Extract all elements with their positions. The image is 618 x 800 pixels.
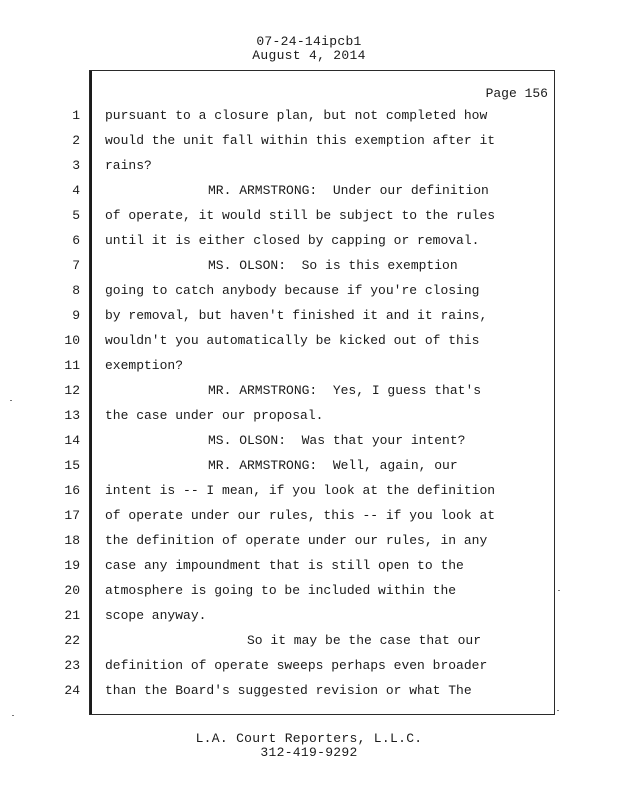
line-number: 12 [64,383,80,398]
transcript-line: MR. ARMSTRONG: Well, again, our [208,458,458,473]
line-number: 9 [72,308,80,323]
transcript-line: MR. ARMSTRONG: Yes, I guess that's [208,383,482,398]
line-number: 18 [64,533,80,548]
scan-speck [12,715,14,716]
transcript-line: atmosphere is going to be included within the [105,583,457,598]
transcript-line: of operate, it would still be subject to the rules [105,208,496,223]
margin-rule [90,71,92,714]
transcript-line: pursuant to a closure plan, but not completed how [105,108,488,123]
transcript-line: MR. ARMSTRONG: Under our definition [208,183,489,198]
line-number: 20 [64,583,80,598]
transcript-date: August 4, 2014 [252,48,366,63]
transcript-line: definition of operate sweeps perhaps even broader [105,658,488,673]
transcript-line: the case under our proposal. [105,408,324,423]
reporter-phone: 312-419-9292 [260,745,358,760]
line-number: 14 [64,433,80,448]
transcript-id: 07-24-14ipcb1 [256,34,362,49]
reporter-name: L.A. Court Reporters, L.L.C. [195,731,423,746]
line-number: 22 [64,633,80,648]
line-number: 1 [72,108,80,123]
line-number: 5 [72,208,80,223]
line-number: 10 [64,333,80,348]
transcript-line: than the Board's suggested revision or what The [105,683,472,698]
scan-speck [558,590,560,591]
line-number: 17 [64,508,80,523]
transcript-line: intent is -- I mean, if you look at the definition [105,483,496,498]
transcript-line: the definition of operate under our rules, in any [105,533,488,548]
line-number: 15 [64,458,80,473]
line-number: 2 [72,133,80,148]
line-number: 8 [72,283,80,298]
transcript-line: until it is either closed by capping or removal. [105,233,480,248]
line-number: 24 [64,683,80,698]
line-number: 19 [64,558,80,573]
line-number: 13 [64,408,80,423]
scan-speck [557,710,559,711]
scan-speck [10,400,12,401]
transcript-line: by removal, but haven't finished it and it rains, [105,308,488,323]
line-number: 11 [64,358,80,373]
line-number: 16 [64,483,80,498]
page-number: Page 156 [485,86,548,101]
transcript-line: of operate under our rules, this -- if you look at [105,508,496,523]
transcript-line: scope anyway. [105,608,207,623]
transcript-line: case any impoundment that is still open to the [105,558,464,573]
line-number: 4 [72,183,80,198]
transcript-line: going to catch anybody because if you're closing [105,283,480,298]
transcript-line: rains? [105,158,152,173]
line-number: 21 [64,608,80,623]
line-number: 3 [72,158,80,173]
transcript-line: wouldn't you automatically be kicked out of this [105,333,480,348]
transcript-line: MS. OLSON: So is this exemption [208,258,458,273]
line-number: 23 [64,658,80,673]
transcript-line: MS. OLSON: Was that your intent? [208,433,466,448]
transcript-line: exemption? [105,358,184,373]
transcript-line: So it may be the case that our [247,633,482,648]
transcript-line: would the unit fall within this exemption after it [105,133,496,148]
line-number: 7 [72,258,80,273]
line-number: 6 [72,233,80,248]
